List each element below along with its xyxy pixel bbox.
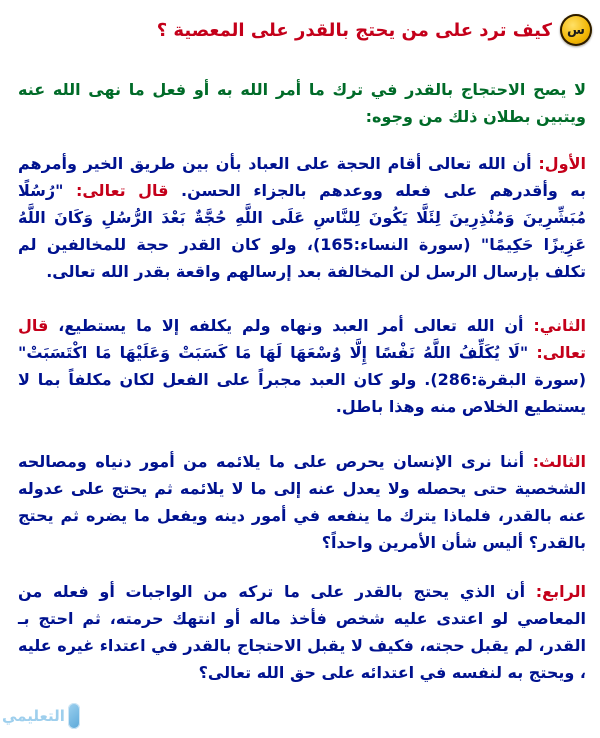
point-3 (18, 448, 586, 556)
point-2-text-a: أن الله تعالى أمر العبد ونهاه ولم يكلفه إلا ما يستطيع، (48, 316, 534, 335)
point-2-verse: "لَا يُكَلِّفُ اللَّهُ نَفْسًا إِلَّا وُسْعَهَا لَهَا مَا كَسَبَتْ وَعَلَيْهَا مَا اكْتَسَبَتْ" (18, 343, 537, 362)
point-1 (18, 150, 586, 285)
watermark-text: التعليمي (2, 707, 65, 725)
question-badge-icon (560, 14, 592, 46)
point-2-label: الثاني: (533, 316, 586, 335)
point-1-label: الأول: (538, 154, 586, 173)
point-1-verse: "رُسُلًا مُبَشِّرِينَ وَمُنْذِرِينَ لِئَلَّا يَكُونَ لِلنَّاسِ عَلَى اللَّهِ حُجَّةٌ بَعْدَ الرُّسُلِ وَكَانَ اللَّهُ عَزِيزًا حَكِيمًا" (18, 181, 586, 254)
watermark-logo-icon (68, 703, 80, 729)
point-1-text-a: أن الله تعالى أقام الحجة على العباد بأن بين طريق الخير وأمرهم به وأقدرهم على فعله ووعدهم بالجزاء الحسن. (18, 154, 587, 200)
point-2 (18, 312, 586, 420)
intro-paragraph: لا يصح الاحتجاج بالقدر في ترك ما أمر الله به أو فعل ما نهى الله عنه ويتبين بطلان ذلك من وجوه: (18, 80, 586, 126)
point-4-label: الرابع: (535, 582, 586, 601)
point-4-text: أن الذي يحتج بالقدر على ما تركه من الواجبات أو فعله من المعاصي لو اعتدى عليه شخص فأخذ ماله أو انتهك حرمته، ثم احتج بـ القدر، لم يقبل حجته، فكيف لا يقبل الاحتجاج بالقدر في اعتداء غيره عليه ، ويحتج به لنفسه في اعتدائه على حق الله تعالى؟ (18, 582, 586, 682)
point-1-text-b: (سورة النساء:165)، ولو كان القدر حجة للمخالفين لم تكلف بإرسال الرسل لن المخالفة بعد إرسالهم واقعة بقدر الله تعالى. (18, 235, 586, 281)
point-2-text-b: (سورة البقرة:286). ولو كان العبد مجبراً على الفعل لكان مكلفاً بما لا يستطيع الخلاص منه وهذا باطل. (18, 370, 587, 416)
question-badge-label: س (567, 22, 585, 38)
point-3-text: أننا نرى الإنسان يحرص على ما يلائمه من أمور دنياه ومصالحه الشخصية حتى يحصله ولا يعدل عنه إلى ما لا يلائمه ثم يحتج على عدوله عنه بالقدر، فلماذا يترك ما ينفعه في أمور دينه ويفعل ما يضره ثم يحتج بالقدر؟ أليس شأن الأمرين واحداً؟ (18, 452, 586, 552)
site-watermark (2, 700, 80, 732)
point-2-qala: قال تعالى: (18, 316, 586, 362)
point-1-qala: قال تعالى: (75, 181, 169, 200)
point-4 (18, 578, 586, 686)
page-title: كيف ترد على من يحتج بالقدر على المعصية ؟ (156, 20, 552, 41)
point-3-label: الثالث: (532, 452, 586, 471)
